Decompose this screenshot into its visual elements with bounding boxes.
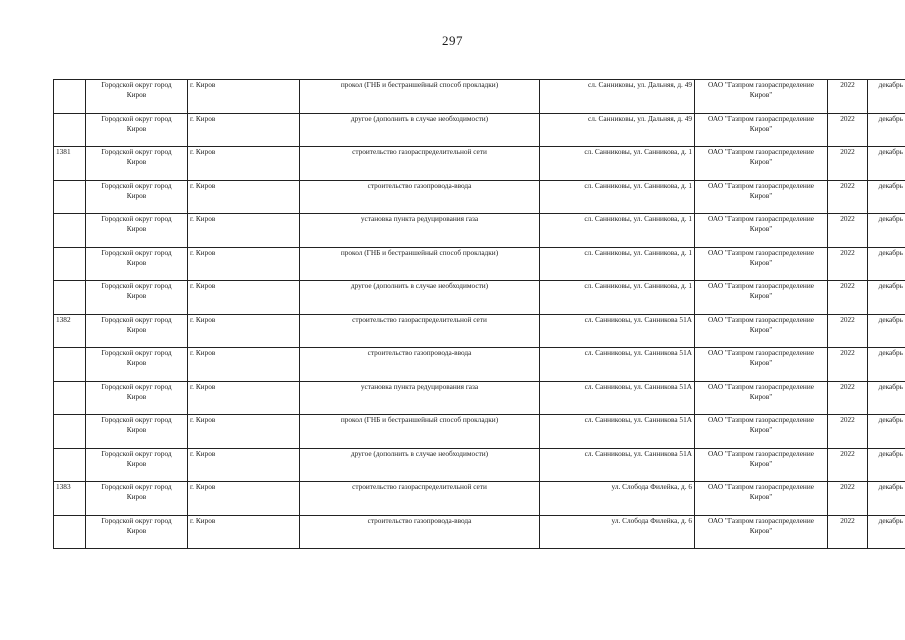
cell-text: Городской округ город: [101, 348, 172, 357]
cell-text: ОАО "Газпром газораспределение: [708, 147, 814, 156]
cell-text: установка пункта редуцирования газа: [360, 214, 479, 223]
row-number-cell: [54, 247, 86, 281]
row-number-cell: [54, 448, 86, 482]
cell-text: ОАО "Газпром газораспределение: [708, 348, 814, 357]
organization-cell: [695, 314, 828, 348]
municipality-cell: [86, 515, 188, 549]
cell-text: Киров: [126, 190, 147, 200]
cell-text: ОАО "Газпром газораспределение: [708, 515, 814, 525]
address-cell: [540, 515, 695, 549]
cell-text: 2022: [840, 80, 855, 89]
cell-text: Киров: [126, 492, 147, 501]
organization-cell: [695, 381, 828, 415]
year-cell: [828, 113, 868, 147]
cell-text: прокол (ГНБ и бестраншейный способ прокладки): [340, 415, 499, 424]
address-cell: [540, 415, 695, 449]
cell-text: прокол (ГНБ и бестраншейный способ прокладки): [340, 80, 499, 89]
cell-text: 2022: [840, 147, 855, 156]
month-cell: [868, 281, 905, 315]
cell-text: Киров: [126, 157, 147, 166]
cell-text: декабрь: [878, 281, 903, 290]
table-row: [54, 448, 905, 482]
cell-text: Киров": [749, 492, 773, 501]
cell-text: Городской округ город: [101, 147, 172, 156]
settlement-cell: [188, 80, 300, 114]
cell-text: декабрь: [878, 247, 903, 257]
row-number-cell: [54, 180, 86, 214]
cell-text: сл. Санниковы, ул. Санникова, д. 1: [584, 147, 692, 156]
settlement-cell: [188, 448, 300, 482]
cell-text: декабрь: [878, 314, 903, 324]
address-cell: [540, 180, 695, 214]
settlement-cell: [188, 147, 300, 181]
month-cell: [868, 180, 905, 214]
table-row: [54, 482, 905, 516]
cell-text: Городской округ город: [101, 515, 172, 525]
year-cell: [828, 348, 868, 382]
row-number-cell: [54, 214, 86, 248]
cell-text: ОАО "Газпром газораспределение: [708, 113, 814, 123]
cell-text: г. Киров: [190, 281, 216, 290]
settlement-cell: [188, 314, 300, 348]
address-cell: [540, 448, 695, 482]
cell-text: Киров": [749, 190, 773, 200]
cell-text: г. Киров: [190, 214, 216, 223]
cell-text: г. Киров: [190, 348, 216, 357]
cell-text: сл. Санниковы, ул. Дальняя, д. 49: [588, 113, 692, 123]
municipality-cell: [86, 482, 188, 516]
cell-text: Киров": [749, 123, 773, 133]
address-cell: [540, 348, 695, 382]
row-number-cell: [54, 147, 86, 181]
municipality-cell: [86, 113, 188, 147]
settlement-cell: [188, 515, 300, 549]
table-row: [54, 515, 905, 549]
cell-text: сл. Санниковы, ул. Санникова 51А: [584, 415, 692, 424]
municipality-cell: [86, 180, 188, 214]
work-type-cell: [300, 281, 540, 315]
cell-text: другое (дополнить в случае необходимости): [350, 448, 489, 458]
work-type-cell: [300, 180, 540, 214]
cell-text: ОАО "Газпром газораспределение: [708, 415, 814, 424]
municipality-cell: [86, 247, 188, 281]
organization-cell: [695, 180, 828, 214]
month-cell: [868, 113, 905, 147]
cell-text: сл. Санниковы, ул. Санникова 51А: [584, 381, 692, 391]
cell-text: 2022: [840, 348, 855, 357]
cell-text: ОАО "Газпром газораспределение: [708, 448, 814, 458]
month-cell: [868, 214, 905, 248]
cell-text: г. Киров: [190, 381, 216, 391]
year-cell: [828, 482, 868, 516]
address-cell: [540, 381, 695, 415]
cell-text: 2022: [840, 281, 855, 290]
organization-cell: [695, 515, 828, 549]
work-type-cell: [300, 80, 540, 114]
year-cell: [828, 415, 868, 449]
cell-text: сл. Санниковы, ул. Санникова 51А: [584, 348, 692, 357]
cell-text: 2022: [840, 180, 855, 190]
cell-text: 2022: [840, 314, 855, 324]
cell-text: Киров: [126, 123, 147, 133]
cell-text: Киров": [749, 90, 773, 99]
page-number: 297: [442, 33, 463, 48]
table-row: [54, 180, 905, 214]
address-cell: [540, 314, 695, 348]
address-cell: [540, 113, 695, 147]
cell-text: 2022: [840, 381, 855, 391]
cell-text: ул. Слобода Филейка, д. 6: [611, 515, 692, 525]
organization-cell: [695, 448, 828, 482]
cell-text: строительство газопровода-ввода: [367, 515, 472, 525]
cell-text: Киров: [126, 224, 147, 233]
year-cell: [828, 515, 868, 549]
cell-text: Киров": [749, 257, 773, 267]
organization-cell: [695, 247, 828, 281]
cell-text: 2022: [840, 113, 855, 123]
cell-text: декабрь: [878, 448, 903, 458]
cell-text: Киров: [126, 458, 147, 468]
municipality-cell: [86, 314, 188, 348]
year-cell: [828, 180, 868, 214]
row-number-cell: [54, 113, 86, 147]
work-type-cell: [300, 314, 540, 348]
year-cell: [828, 214, 868, 248]
cell-text: Городской округ город: [101, 80, 172, 89]
settlement-cell: [188, 113, 300, 147]
cell-text: ОАО "Газпром газораспределение: [708, 281, 814, 290]
cell-text: г. Киров: [190, 314, 216, 324]
cell-text: Киров": [749, 391, 773, 401]
month-cell: [868, 381, 905, 415]
municipality-cell: [86, 281, 188, 315]
cell-text: ОАО "Газпром газораспределение: [708, 381, 814, 391]
cell-text: ОАО "Газпром газораспределение: [708, 247, 814, 257]
cell-text: сл. Санниковы, ул. Дальняя, д. 49: [588, 80, 692, 89]
cell-text: сл. Санниковы, ул. Санникова, д. 1: [584, 247, 692, 257]
organization-cell: [695, 415, 828, 449]
municipality-cell: [86, 448, 188, 482]
cell-text: Киров": [749, 324, 773, 334]
table-row: [54, 348, 905, 382]
cell-text: г. Киров: [190, 80, 216, 89]
row-number-cell: [54, 281, 86, 315]
settlement-cell: [188, 348, 300, 382]
cell-text: другое (дополнить в случае необходимости): [350, 113, 489, 123]
municipality-cell: [86, 415, 188, 449]
year-cell: [828, 147, 868, 181]
cell-text: г. Киров: [190, 415, 216, 424]
row-number-cell: [54, 381, 86, 415]
cell-text: строительство газораспределительной сети: [352, 147, 487, 156]
row-number-cell: [54, 415, 86, 449]
cell-text: декабрь: [878, 381, 903, 391]
cell-text: Городской округ город: [101, 247, 172, 257]
cell-text: строительство газораспределительной сети: [352, 482, 487, 491]
cell-text: другое (дополнить в случае необходимости): [350, 281, 489, 290]
cell-text: декабрь: [878, 515, 903, 525]
settlement-cell: [188, 381, 300, 415]
organization-cell: [695, 147, 828, 181]
year-cell: [828, 281, 868, 315]
cell-text: строительство газопровода-ввода: [367, 348, 472, 357]
month-cell: [868, 415, 905, 449]
row-number-cell: [54, 80, 86, 114]
cell-text: декабрь: [878, 415, 903, 424]
cell-text: Городской округ город: [101, 482, 172, 491]
table-row: [54, 214, 905, 248]
municipality-cell: [86, 214, 188, 248]
year-cell: [828, 314, 868, 348]
cell-text: 2022: [840, 214, 855, 223]
organization-cell: [695, 80, 828, 114]
municipality-cell: [86, 348, 188, 382]
cell-text: г. Киров: [190, 147, 216, 156]
month-cell: [868, 448, 905, 482]
cell-text: декабрь: [878, 113, 903, 123]
cell-text: г. Киров: [190, 247, 216, 257]
row-number-cell: [54, 348, 86, 382]
cell-text: Городской округ город: [101, 180, 172, 190]
cell-text: Киров: [126, 90, 147, 99]
cell-text: Киров: [126, 525, 147, 535]
cell-text: 1383: [56, 482, 71, 491]
row-number-cell: [54, 482, 86, 516]
cell-text: сл. Санниковы, ул. Санникова 51А: [584, 448, 692, 458]
cell-text: декабрь: [878, 482, 903, 491]
cell-text: строительство газопровода-ввода: [367, 180, 472, 190]
month-cell: [868, 80, 905, 114]
row-number-cell: [54, 314, 86, 348]
settlement-cell: [188, 281, 300, 315]
cell-text: г. Киров: [190, 482, 216, 491]
cell-text: Киров": [749, 358, 773, 367]
table-row: [54, 415, 905, 449]
address-cell: [540, 247, 695, 281]
cell-text: Городской округ город: [101, 415, 172, 424]
cell-text: Киров": [749, 425, 773, 434]
cell-text: установка пункта редуцирования газа: [360, 381, 479, 391]
cell-text: декабрь: [878, 348, 903, 357]
cell-text: декабрь: [878, 147, 903, 156]
cell-text: ул. Слобода Филейка, д. 6: [611, 482, 692, 491]
cell-text: Городской округ город: [101, 314, 172, 324]
month-cell: [868, 314, 905, 348]
table-row: [54, 247, 905, 281]
work-type-cell: [300, 515, 540, 549]
cell-text: Киров: [126, 391, 147, 401]
cell-text: Киров": [749, 458, 773, 468]
cell-text: декабрь: [878, 214, 903, 223]
year-cell: [828, 448, 868, 482]
cell-text: Киров": [749, 525, 773, 535]
month-cell: [868, 482, 905, 516]
municipality-cell: [86, 147, 188, 181]
cell-text: 2022: [840, 415, 855, 424]
table-row: [54, 113, 905, 147]
settlement-cell: [188, 247, 300, 281]
cell-text: Городской округ город: [101, 113, 172, 123]
cell-text: 1382: [56, 314, 71, 324]
cell-text: Киров": [749, 224, 773, 233]
address-cell: [540, 147, 695, 181]
organization-cell: [695, 113, 828, 147]
table-row: [54, 281, 905, 315]
work-type-cell: [300, 147, 540, 181]
cell-text: сл. Санниковы, ул. Санникова 51А: [584, 314, 692, 324]
work-type-cell: [300, 482, 540, 516]
organization-cell: [695, 348, 828, 382]
cell-text: Киров: [126, 324, 147, 334]
organization-cell: [695, 214, 828, 248]
cell-text: прокол (ГНБ и бестраншейный способ прокладки): [340, 247, 499, 257]
cell-text: декабрь: [878, 180, 903, 190]
month-cell: [868, 147, 905, 181]
settlement-cell: [188, 482, 300, 516]
cell-text: сл. Санниковы, ул. Санникова, д. 1: [584, 281, 692, 290]
table-row: [54, 314, 905, 348]
work-type-cell: [300, 113, 540, 147]
cell-text: ОАО "Газпром газораспределение: [708, 482, 814, 491]
cell-text: Киров": [749, 157, 773, 166]
cell-text: ОАО "Газпром газораспределение: [708, 180, 814, 190]
cell-text: Городской округ город: [101, 381, 172, 391]
cell-text: ОАО "Газпром газораспределение: [708, 214, 814, 223]
table-row: [54, 381, 905, 415]
cell-text: 2022: [840, 448, 855, 458]
cell-text: Городской округ город: [101, 214, 172, 223]
cell-text: 2022: [840, 247, 855, 257]
year-cell: [828, 381, 868, 415]
address-cell: [540, 214, 695, 248]
cell-text: Киров": [749, 291, 773, 300]
organization-cell: [695, 281, 828, 315]
cell-text: Киров: [126, 358, 147, 367]
cell-text: Киров: [126, 291, 147, 300]
registry-table: [53, 79, 905, 549]
address-cell: [540, 80, 695, 114]
cell-text: 2022: [840, 482, 855, 491]
address-cell: [540, 281, 695, 315]
cell-text: Городской округ город: [101, 281, 172, 290]
work-type-cell: [300, 247, 540, 281]
cell-text: строительство газораспределительной сети: [352, 314, 487, 324]
settlement-cell: [188, 214, 300, 248]
month-cell: [868, 247, 905, 281]
municipality-cell: [86, 381, 188, 415]
cell-text: г. Киров: [190, 180, 216, 190]
municipality-cell: [86, 80, 188, 114]
work-type-cell: [300, 348, 540, 382]
cell-text: сл. Санниковы, ул. Санникова, д. 1: [584, 214, 692, 223]
cell-text: 1381: [56, 147, 71, 156]
cell-text: Городской округ город: [101, 448, 172, 458]
cell-text: Киров: [126, 257, 147, 267]
month-cell: [868, 348, 905, 382]
work-type-cell: [300, 214, 540, 248]
cell-text: г. Киров: [190, 448, 216, 458]
organization-cell: [695, 482, 828, 516]
cell-text: декабрь: [878, 80, 903, 89]
cell-text: г. Киров: [190, 113, 216, 123]
cell-text: ОАО "Газпром газораспределение: [708, 80, 814, 89]
work-type-cell: [300, 381, 540, 415]
month-cell: [868, 515, 905, 549]
settlement-cell: [188, 180, 300, 214]
year-cell: [828, 247, 868, 281]
row-number-cell: [54, 515, 86, 549]
table-row: [54, 147, 905, 181]
table-row: [54, 80, 905, 114]
work-type-cell: [300, 448, 540, 482]
address-cell: [540, 482, 695, 516]
settlement-cell: [188, 415, 300, 449]
cell-text: ОАО "Газпром газораспределение: [708, 314, 814, 324]
year-cell: [828, 80, 868, 114]
cell-text: Киров: [126, 425, 147, 434]
cell-text: 2022: [840, 515, 855, 525]
work-type-cell: [300, 415, 540, 449]
registry-body: [54, 80, 905, 549]
cell-text: сл. Санниковы, ул. Санникова, д. 1: [584, 180, 692, 190]
cell-text: г. Киров: [190, 515, 216, 525]
